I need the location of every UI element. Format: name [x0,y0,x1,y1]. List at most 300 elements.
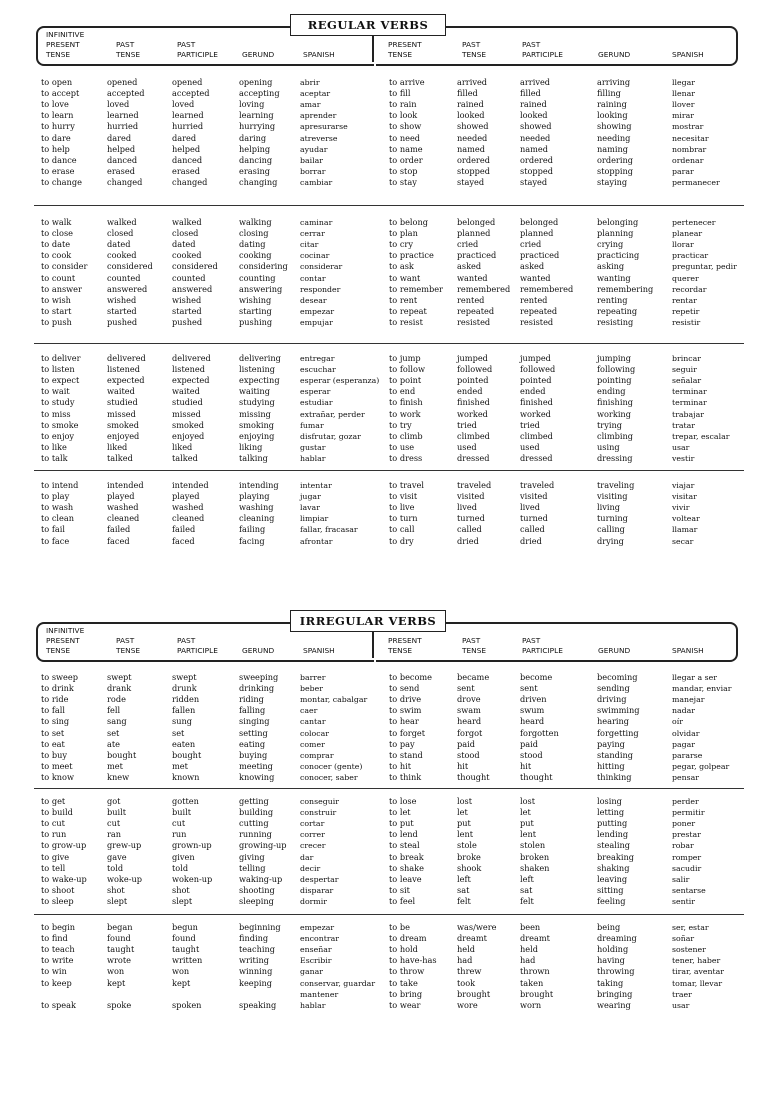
past-tense-cell: stole [457,840,477,851]
infinitive-cell: to grow-up [41,840,87,851]
past-participle-cell: needed [520,132,551,143]
infinitive-cell: to bring [389,988,423,999]
infinitive-cell: to dream [389,933,427,944]
past-tense-cell: stopped [457,165,490,176]
past-tense-cell: broke [457,851,481,862]
verb-row [0,155,768,166]
infinitive-cell: to wish [41,294,71,305]
column-header [462,40,486,60]
past-participle-cell: lived [520,502,540,513]
spanish-cell: abrir [300,78,320,87]
column-header-line: GERUND [598,646,631,655]
past-participle-cell: shaken [520,862,550,873]
gerund-cell: changing [239,176,278,187]
gerund-cell: keeping [239,977,273,988]
gerund-cell: enjoying [239,430,275,441]
gerund-cell: becoming [597,672,638,682]
spanish-cell: fallar, fracasar [300,525,358,535]
verb-row [0,502,768,513]
past-tense-cell: forgot [457,727,483,738]
column-header [672,50,704,60]
past-tense-cell: ran [107,829,122,840]
past-tense-cell: rented [457,294,485,305]
infinitive-cell: to feel [389,895,416,906]
column-header [522,40,563,60]
spanish-cell: esperar (esperanza) [300,376,380,386]
spanish-cell: permitir [672,808,705,818]
past-participle-cell: belonged [520,217,559,227]
gerund-cell: throwing [597,966,635,977]
spanish-cell: vestir [672,453,695,463]
gerund-cell: walking [239,217,272,227]
spanish-cell: conocer (gente) [300,761,363,771]
verb-row [0,796,768,807]
column-header-line: PAST [462,636,481,645]
gerund-cell: liking [239,441,263,452]
past-participle-cell: ordered [520,154,553,165]
spanish-cell: Escribir [300,956,332,966]
spanish-cell: repetir [672,306,700,316]
past-participle-cell: visited [520,491,548,502]
column-header-line: PAST [177,40,196,49]
gerund-cell: building [239,807,274,818]
verb-row [0,874,768,885]
past-tense-cell: changed [107,176,143,187]
gerund-cell: knowing [239,771,275,782]
gerund-cell: dancing [239,154,273,165]
column-header-line: PARTICIPLE [522,50,563,59]
past-participle-cell: traveled [520,480,555,490]
spanish-cell: desear [300,295,327,305]
column-header-line: INFINITIVE [46,626,85,635]
infinitive-cell: to hit [389,760,412,771]
spanish-cell: salir [672,874,690,884]
infinitive-cell: to eat [41,738,65,749]
spanish-cell: pertenecer [672,218,716,227]
past-tense-cell: wished [107,294,137,305]
infinitive-cell: to shake [389,862,424,873]
infinitive-cell: to hear [389,716,419,727]
spanish-cell: ayudar [300,144,328,154]
spanish-cell: manejar [672,695,705,705]
gerund-cell: resisting [597,316,634,327]
past-participle-cell: talked [172,452,198,463]
verb-row [0,978,768,989]
past-tense-cell: played [107,491,135,502]
gerund-cell: winning [239,966,273,977]
gerund-cell: driving [597,694,627,705]
spanish-cell: cambiar [300,177,333,187]
spanish-cell: recordar [672,284,707,294]
infinitive-cell: to walk [41,217,72,227]
column-header [522,636,563,656]
infinitive-cell: to like [41,441,67,452]
spanish-cell: visitar [672,492,697,502]
infinitive-cell: to dance [41,154,77,165]
gerund-cell: pointing [597,375,632,386]
past-tense-cell: stood [457,749,480,760]
gerund-cell: forgetting [597,727,639,738]
gerund-cell: waking-up [239,873,283,884]
infinitive-cell: to remember [389,283,443,294]
infinitive-cell: to start [41,305,72,316]
spanish-cell: llover [672,100,695,110]
gerund-cell: facing [239,535,265,546]
infinitive-cell: to wake-up [41,873,87,884]
past-participle-cell: driven [520,694,547,705]
gerund-cell: losing [597,796,622,806]
past-participle-cell: delivered [172,353,211,363]
gerund-cell: wearing [597,999,631,1010]
verb-row [0,840,768,851]
gerund-cell: finding [239,933,269,944]
infinitive-cell: to run [41,829,67,840]
past-tense-cell: had [457,955,473,966]
spanish-cell: pensar [672,772,700,782]
verb-row [0,177,768,188]
infinitive-cell: to dare [41,132,71,143]
infinitive-cell: to clean [41,513,75,524]
past-participle-cell: smoked [172,419,204,430]
past-tense-cell: erased [107,165,135,176]
gerund-cell: visiting [597,491,628,502]
spanish-cell: conocer, saber [300,772,358,782]
verb-row [0,705,768,716]
gerund-cell: considering [239,261,288,272]
past-participle-cell: followed [520,364,556,375]
spanish-cell: responder [300,284,341,294]
verb-row [0,364,768,375]
gerund-cell: speaking [239,999,277,1010]
verb-row [0,431,768,442]
past-tense-cell: became [457,672,490,682]
spanish-cell: disparar [300,885,334,895]
spanish-cell: llorar [672,240,694,250]
infinitive-cell: to have-has [389,955,437,966]
past-tense-cell: used [457,441,477,452]
gerund-cell: remembering [597,283,654,294]
section-title: REGULAR VERBS [290,14,446,36]
past-tense-cell: drank [107,683,132,694]
past-tense-cell: liked [107,441,128,452]
past-tense-cell: pointed [457,375,489,386]
past-tense-cell: failed [107,524,131,535]
past-participle-cell: counted [172,272,206,283]
past-participle-cell: stayed [520,176,548,187]
infinitive-cell: to sleep [41,895,74,906]
infinitive-cell: to dress [389,452,423,463]
column-header-line: TENSE [46,50,71,59]
past-participle-cell: arrived [520,77,551,87]
spanish-cell: usar [672,1000,690,1010]
past-participle-cell: set [172,727,185,738]
column-header-line: TENSE [116,646,141,655]
gerund-cell: missing [239,408,271,419]
past-tense-cell: named [457,143,486,154]
gerund-cell: riding [239,694,264,705]
past-participle-cell: washed [172,502,204,513]
past-participle-cell: sung [172,716,192,727]
past-tense-cell: started [107,305,137,316]
infinitive-cell: to shoot [41,884,75,895]
past-tense-cell: set [107,727,120,738]
past-tense-cell: dressed [457,452,490,463]
gerund-cell: cutting [239,818,269,829]
infinitive-cell: to talk [41,452,68,463]
spanish-cell: amar [300,100,321,110]
past-tense-cell: wanted [457,272,488,283]
spanish-cell: prestar [672,830,701,840]
gerund-cell: ordering [597,154,633,165]
past-tense-cell: intended [107,480,144,490]
column-header-line: PARTICIPLE [177,646,218,655]
infinitive-cell: to name [389,143,423,154]
gerund-cell: eating [239,738,266,749]
past-participle-cell: listened [172,364,205,375]
column-header-line: PAST [116,40,135,49]
past-tense-cell: cut [107,818,121,829]
past-participle-cell: let [520,807,531,818]
spanish-cell: cortar [300,819,325,829]
past-participle-cell: dared [172,132,197,143]
spanish-cell: intentar [300,481,332,490]
past-tense-cell: built [107,807,127,818]
infinitive-cell: to consider [41,261,88,272]
gerund-cell: following [597,364,636,375]
gerund-cell: paying [597,738,625,749]
gerund-cell: using [597,441,620,452]
spanish-cell: dar [300,852,314,862]
spanish-cell: lavar [300,503,320,513]
past-tense-cell: traveled [457,480,492,490]
infinitive-cell: to arrive [389,77,425,87]
column-header [598,646,630,656]
past-tense-cell: held [457,944,475,955]
spanish-cell: conservar, guardar [300,978,376,988]
past-participle-cell: paid [520,738,538,749]
gerund-cell: sweeping [239,672,279,682]
infinitive-cell: to rain [389,99,417,110]
past-tense-cell: took [457,977,476,988]
verb-row [0,966,768,977]
gerund-cell: filling [597,88,621,99]
spanish-cell: barrer [300,673,326,682]
verb-row [0,672,768,683]
gerund-cell: sending [597,683,630,694]
past-tense-cell: looked [457,110,485,121]
infinitive-cell: to keep [41,977,72,988]
spanish-cell: entregar [300,354,335,363]
past-tense-cell: rode [107,694,126,705]
gerund-cell: starting [239,305,272,316]
infinitive-cell: to teach [41,944,75,955]
past-participle-cell: felt [520,895,534,906]
verb-row [0,77,768,88]
spanish-cell: afrontar [300,536,333,546]
spanish-cell: empujar [300,317,333,327]
spanish-cell: planear [672,229,703,239]
column-header-line: TENSE [388,646,413,655]
past-participle-cell: hit [520,760,532,771]
past-tense-cell: walked [107,217,137,227]
spanish-cell: seguir [672,365,697,375]
verb-row [0,683,768,694]
past-participle-cell: begun [172,922,198,932]
gerund-cell: needing [597,132,631,143]
verb-row [0,922,768,933]
past-participle-cell: held [520,944,538,955]
infinitive-cell: to meet [41,760,73,771]
infinitive-cell: to order [389,154,423,165]
column-header-line: GERUND [242,646,275,655]
gerund-cell: trying [597,419,622,430]
gerund-cell: closing [239,228,269,239]
spanish-cell: rentar [672,295,697,305]
past-tense-cell: climbed [457,430,490,441]
infinitive-cell: to sweep [41,672,78,682]
column-header-line: INFINITIVE [46,30,85,39]
past-tense-cell: swam [457,705,481,716]
spanish-cell: estudiar [300,398,333,408]
spanish-cell: soñar [672,934,695,944]
past-participle-cell: asked [520,261,545,272]
past-participle-cell: forgotten [520,727,559,738]
verb-row [0,829,768,840]
spanish-cell: llamar [672,525,698,535]
spanish-cell: tirar, aventar [672,967,725,977]
past-participle-cell: fallen [172,705,196,716]
past-tense-cell: shook [457,862,482,873]
past-tense-cell: sang [107,716,127,727]
past-participle-cell: given [172,851,195,862]
past-participle-cell: liked [172,441,193,452]
past-tense-cell: worked [457,408,488,419]
column-header-line: TENSE [388,50,413,59]
column-header [242,646,274,656]
spanish-cell: comprar [300,750,334,760]
infinitive-cell: to want [389,272,421,283]
spanish-cell: ganar [300,967,324,977]
gerund-cell: calling [597,524,625,535]
past-tense-cell: expected [107,375,145,386]
infinitive-cell: to jump [389,353,421,363]
spanish-cell: empezar [300,306,335,316]
past-participle-cell: missed [172,408,201,419]
infinitive-cell: to change [41,176,82,187]
past-participle-cell: loved [172,99,195,110]
past-participle-cell: started [172,305,202,316]
verb-row [0,453,768,464]
past-participle-cell: sent [520,683,538,694]
past-tense-cell: lived [457,502,477,513]
past-participle-cell: cleaned [172,513,205,524]
spanish-cell: trabajar [672,409,704,419]
column-header [116,636,140,656]
gerund-cell: accepting [239,88,280,99]
column-header [303,646,335,656]
column-header [46,30,84,60]
irregular-verbs-section [0,610,768,1110]
past-tense-cell: delivered [107,353,146,363]
spanish-cell: resistir [672,317,701,327]
past-participle-cell: stood [520,749,543,760]
column-header [177,636,218,656]
spanish-cell: llenar [672,89,695,99]
verb-row [0,284,768,295]
spanish-cell: permanecer [672,177,720,187]
past-participle-cell: known [172,771,200,782]
past-tense-cell: found [107,933,131,944]
infinitive-cell: to hurry [41,121,75,132]
infinitive-cell: to wait [41,386,70,397]
past-participle-cell: dreamt [520,933,550,944]
past-participle-cell: dated [172,239,196,250]
gerund-cell: cleaning [239,513,275,524]
past-participle-cell: built [172,807,192,818]
column-header-line: PRESENT [46,40,80,49]
past-participle-cell: failed [172,524,196,535]
past-tense-cell: closed [107,228,134,239]
infinitive-cell: to let [389,807,411,818]
spanish-cell: comer [300,739,325,749]
past-participle-cell: kept [172,977,191,988]
gerund-cell: stealing [597,840,630,851]
infinitive-cell: to forget [389,727,426,738]
gerund-cell: asking [597,261,625,272]
past-tense-cell: wore [457,999,478,1010]
past-participle-cell: won [172,966,190,977]
past-tense-cell: stayed [457,176,485,187]
spanish-cell: llegar a ser [672,673,717,682]
gerund-cell: having [597,955,625,966]
past-tense-cell: cooked [107,250,137,261]
group-divider [34,788,744,789]
past-tense-cell: danced [107,154,138,165]
infinitive-cell: to study [41,397,75,408]
spanish-cell: cerrar [300,229,325,239]
infinitive-cell: to listen [41,364,75,375]
verb-row [0,716,768,727]
past-tense-cell: dated [107,239,131,250]
infinitive-cell: to win [41,966,67,977]
gerund-cell: intending [239,480,279,490]
verb-row [0,250,768,261]
past-participle-cell: showed [520,121,552,132]
gerund-cell: breaking [597,851,634,862]
verb-row [0,694,768,705]
past-participle-cell: hurried [172,121,204,132]
spanish-cell: sacudir [672,863,702,873]
past-tense-cell: talked [107,452,133,463]
spanish-cell: perder [672,797,699,806]
past-participle-cell: cut [172,818,186,829]
past-tense-cell: felt [457,895,471,906]
gerund-cell: traveling [597,480,635,490]
past-tense-cell: helped [107,143,136,154]
spanish-cell: borrar [300,166,326,176]
infinitive-cell: to help [41,143,70,154]
spanish-cell: enseñar [300,945,332,955]
past-participle-cell: worn [520,999,542,1010]
gerund-cell: daring [239,132,267,143]
verb-row [0,852,768,863]
infinitive-cell: to love [41,99,69,110]
past-participle-cell: had [520,955,536,966]
past-tense-cell: faced [107,535,130,546]
past-tense-cell: got [107,796,121,806]
spanish-cell: secar [672,536,694,546]
gerund-cell: beginning [239,922,281,932]
